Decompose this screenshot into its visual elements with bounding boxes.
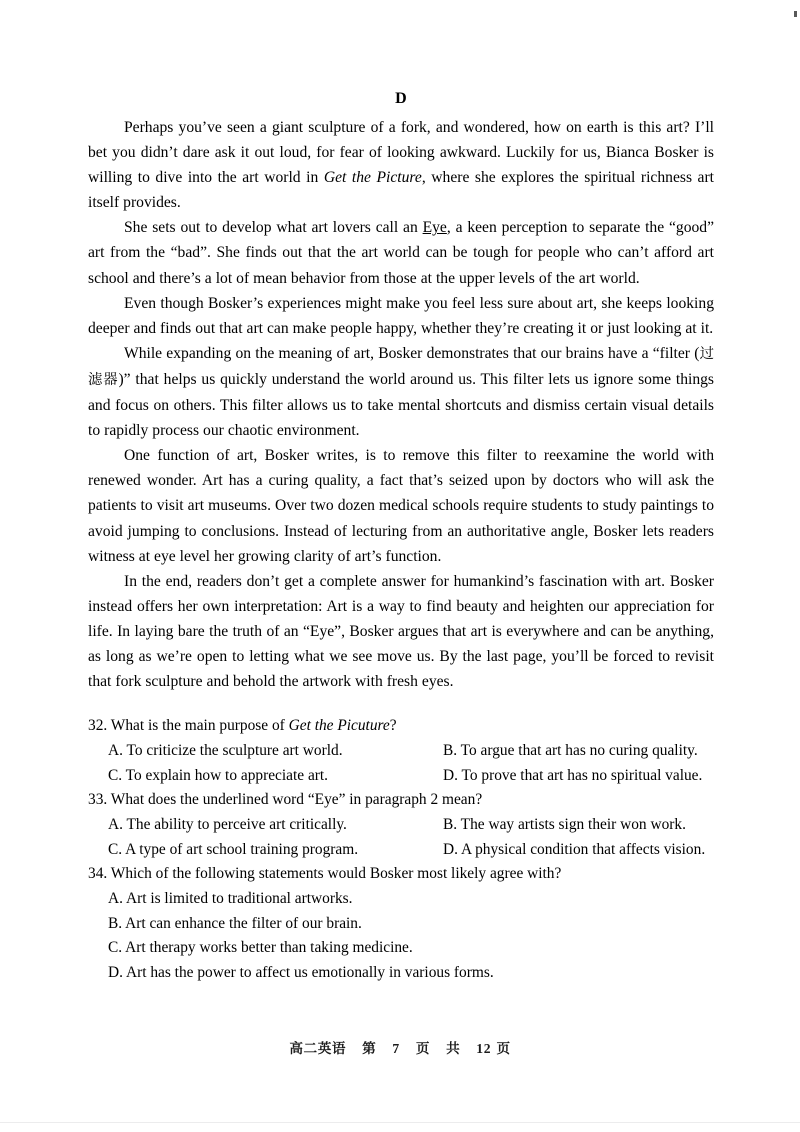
option-34-C[interactable]: C. Art therapy works better than taking medicine. — [108, 939, 413, 957]
question-block-34 — [88, 862, 714, 985]
passage-paragraph-4-text-0: While expanding on the meaning of art, Bosker demonstrates that our brains have a “filter ( — [124, 344, 700, 362]
footer-page-number: 7 — [392, 1041, 400, 1056]
section-letter-heading: D — [395, 90, 407, 107]
option-32-A[interactable]: A. To criticize the sculpture art world. — [108, 741, 343, 759]
reading-passage — [88, 115, 714, 694]
footer-page-label: 第 — [362, 1041, 377, 1057]
passage-paragraph-1-text-2: , where she explores the spiritual richness art itself provides. — [88, 169, 715, 212]
question-stem-32-text-2: ? — [389, 717, 397, 735]
passage-paragraph-1 — [88, 115, 714, 215]
passage-paragraph-2-text-2: , a keen perception to separate the “good” art from the “bad”. She finds out that the art world can be tough for people who can’t afford art school and there’s a lot of mean behavior from those at the upper levels of the art world. — [88, 219, 714, 287]
option-34-D[interactable]: D. Art has the power to affect us emotionally in various forms. — [108, 963, 494, 981]
passage-paragraph-1-italic-1: Get the Picture — [323, 169, 422, 187]
passage-paragraph-5-text-0: One function of art, Bosker writes, is to remove this filter to reexamine the world with renewed wonder. Art has a curing quality, a fact that’s seized upon by doctors who will ask the patients to visit art museums. Over two dozen medical schools require students to study paintings to avoid jumping to conclusions. Instead of lecturing from an authoritative angle, Bosker lets readers witness at eye level her growing clarity of art’s function. — [88, 447, 714, 565]
question-stem-34 — [88, 862, 714, 887]
page-content — [88, 88, 714, 985]
passage-paragraph-6 — [88, 569, 714, 694]
question-block-32 — [88, 714, 714, 788]
question-stem-34-text-0: 34. Which of the following statements would Bosker most likely agree with? — [88, 865, 562, 883]
passage-paragraph-2 — [88, 215, 714, 290]
passage-paragraph-2-underlined-1: Eye — [422, 219, 447, 237]
question-stem-32-text-0: 32. What is the main purpose of — [88, 717, 289, 735]
passage-paragraph-3 — [88, 291, 714, 341]
passage-paragraph-2-text-0: She sets out to develop what art lovers call an — [124, 219, 423, 237]
footer-total-unit: 页 — [496, 1041, 511, 1057]
option-33-A[interactable]: A. The ability to perceive art critically. — [108, 815, 347, 833]
question-block-33 — [88, 788, 714, 862]
option-32-C[interactable]: C. To explain how to appreciate art. — [108, 766, 329, 784]
option-33-B[interactable]: B. The way artists sign their won work. — [443, 815, 686, 833]
option-stack-34 — [88, 887, 714, 985]
questions-section — [88, 714, 714, 985]
passage-paragraph-3-text-0: Even though Bosker’s experiences might make you feel less sure about art, she keeps looking deeper and finds out that art can make people happy, whether they’re creating it or just looking at it. — [88, 294, 714, 337]
question-stem-32-italic-1: Get the Picuture — [288, 717, 390, 735]
passage-paragraph-4-cjk-gloss-1: 过滤器 — [88, 345, 714, 388]
option-33-D[interactable]: D. A physical condition that affects vision. — [443, 840, 706, 858]
footer-subject: 高二英语 — [289, 1041, 347, 1057]
option-32-B[interactable]: B. To argue that art has no curing quality. — [443, 741, 698, 759]
footer-page-unit: 页 — [415, 1041, 431, 1057]
page-edge-line — [0, 1122, 800, 1123]
option-grid-32 — [88, 739, 714, 788]
passage-paragraph-5 — [88, 443, 714, 568]
option-32-D[interactable]: D. To prove that art has no spiritual value. — [443, 766, 703, 784]
option-33-C[interactable]: C. A type of art school training program. — [108, 840, 359, 858]
passage-paragraph-1-text-0: Perhaps you’ve seen a giant sculpture of a fork, and wondered, how on earth is this art? I’ll bet you didn’t dare ask it out loud, for fear of looking awkward. Luckily for us, Bianca Bosker is willing to dive into the art world in — [88, 119, 714, 187]
question-stem-33 — [88, 788, 714, 813]
footer-total-pages: 12 — [476, 1041, 492, 1056]
option-34-A[interactable]: A. Art is limited to traditional artworks. — [108, 889, 353, 907]
passage-paragraph-4 — [88, 341, 714, 443]
passage-paragraph-6-text-0: In the end, readers don’t get a complete answer for humankind’s fascination with art. Bosker instead offers her own interpretation: Art is a way to find beauty and heighten our appreciation for life. In laying bare the truth of an “Eye”, Bosker argues that art is everywhere and can be anything, as long as we’re open to letting what we see move us. By the last page, you’ll be forced to revisit that fork sculpture and behold the artwork with fresh eyes. — [88, 572, 714, 691]
scan-artifact-speck — [794, 11, 797, 17]
question-stem-32 — [88, 714, 714, 739]
option-34-B[interactable]: B. Art can enhance the filter of our brain. — [108, 914, 362, 932]
question-stem-33-text-0: 33. What does the underlined word “Eye” in paragraph 2 mean? — [88, 791, 483, 809]
passage-paragraph-4-text-2: )” that helps us quickly understand the world around us. This filter lets us ignore some things and focus on others. This filter allows us to take mental shortcuts and dismiss certain visual details to rapidly process our chaotic environment. — [88, 370, 714, 440]
page-footer — [0, 1037, 800, 1057]
option-grid-33 — [88, 813, 714, 862]
footer-total-label: 共 — [446, 1041, 461, 1057]
